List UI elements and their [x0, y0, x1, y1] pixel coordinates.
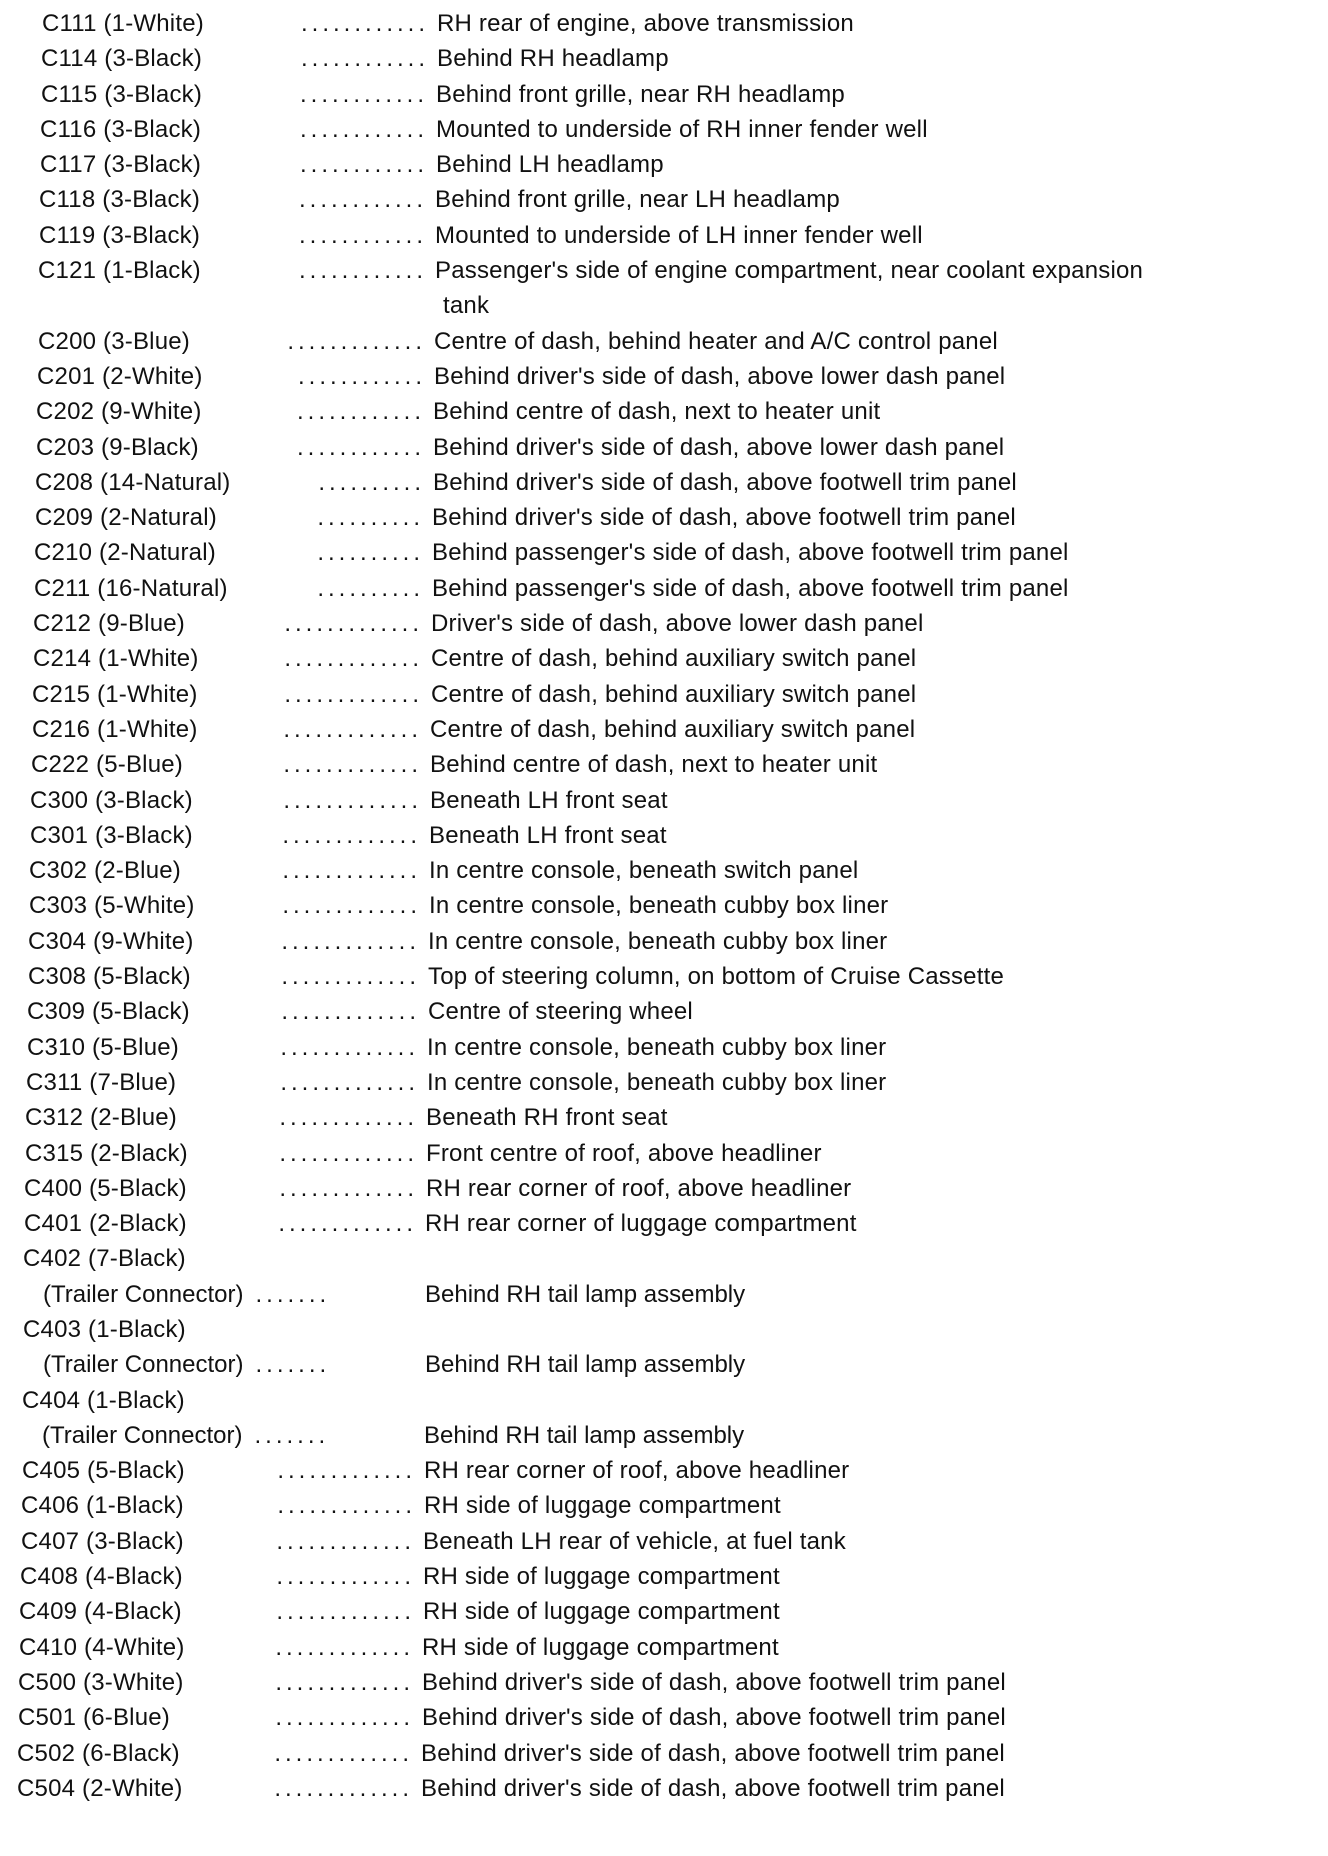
- dot-leader: ............: [299, 151, 428, 179]
- connector-entry: [0, 77, 1328, 112]
- connector-id: C400 (5-Black): [24, 1174, 187, 1202]
- connector-id: C210 (2-Natural): [34, 539, 216, 567]
- dot-leader: ............: [296, 398, 425, 426]
- connector-entry: [0, 218, 1328, 253]
- connector-subtitle-text: (Trailer Connector): [43, 1351, 244, 1379]
- connector-location: [429, 888, 888, 923]
- connector-location: [428, 994, 693, 1029]
- connector-location: [429, 818, 667, 853]
- connector-location: Behind RH tail lamp assembly: [425, 1280, 746, 1308]
- dot-leader: .............: [283, 715, 422, 743]
- connector-id: C315 (2-Black): [25, 1139, 188, 1167]
- connector-location-text: Beneath RH front seat: [426, 1104, 668, 1132]
- connector-location-text: Centre of dash, behind heater and A/C control panel: [434, 327, 998, 355]
- connector-location-text: In centre console, beneath switch panel: [429, 857, 859, 885]
- connector-entry: [0, 994, 1328, 1029]
- connector-location-list: [0, 6, 1328, 1806]
- connector-location: [422, 1700, 1006, 1735]
- connector-id: C209 (2-Natural): [35, 504, 217, 532]
- dot-leader: ............: [298, 257, 427, 285]
- connector-id: C402 (7-Black): [23, 1245, 186, 1273]
- connector-subtitle: [43, 1277, 330, 1312]
- connector-location: [423, 1594, 780, 1629]
- connector-id: C408 (4-Black): [20, 1563, 183, 1591]
- connector-location: [431, 606, 924, 641]
- connector-id: C302 (2-Blue): [29, 857, 182, 885]
- connector-entry: [0, 677, 1328, 712]
- connector-location: [435, 218, 923, 253]
- connector-id: C303 (5-White): [29, 892, 195, 920]
- connector-entry: [0, 853, 1328, 888]
- connector-location: Behind RH tail lamp assembly: [424, 1421, 745, 1449]
- connector-id: C405 (5-Black): [22, 1457, 185, 1485]
- connector-entry: [0, 1100, 1328, 1135]
- connector-id: C111 (1-White): [42, 10, 204, 37]
- connector-location: [436, 147, 664, 182]
- connector-id: C116 (3-Black): [40, 115, 202, 143]
- connector-subtitle-text: (Trailer Connector): [42, 1421, 243, 1449]
- connector-entry: [0, 1065, 1328, 1100]
- connector-entry: [0, 1241, 1328, 1312]
- connector-location-text: RH rear of engine, above transmission: [437, 10, 854, 37]
- connector-id: C304 (9-White): [28, 927, 194, 955]
- connector-id: C401 (2-Black): [24, 1210, 187, 1238]
- connector-location-text: Behind driver's side of dash, above lower dash panel: [433, 433, 1005, 461]
- dot-leader: .............: [284, 645, 423, 673]
- connector-entry: [0, 253, 1328, 324]
- connector-entry: [0, 1630, 1328, 1665]
- connector-location: [426, 1171, 851, 1206]
- dot-leader: .............: [284, 610, 423, 638]
- connector-entry: [0, 888, 1328, 923]
- dot-leader: .............: [284, 680, 423, 708]
- dot-leader: .............: [280, 1068, 419, 1096]
- connector-entry: [0, 1524, 1328, 1559]
- connector-location-text: Behind centre of dash, next to heater unit: [433, 398, 881, 426]
- connector-entry: [0, 1594, 1328, 1629]
- connector-location-text: In centre console, beneath cubby box liner: [428, 927, 888, 955]
- dot-leader: .............: [282, 857, 421, 885]
- connector-location: [426, 1100, 668, 1135]
- connector-location-text: Behind driver's side of dash, above footwell trim panel: [422, 1704, 1006, 1732]
- connector-entry: [0, 959, 1328, 994]
- dot-leader: ............: [296, 433, 425, 461]
- dot-leader: ............: [299, 115, 428, 143]
- connector-location-text: RH rear corner of roof, above headliner: [424, 1457, 850, 1485]
- dot-leader: ............: [300, 45, 429, 73]
- connector-id: C211 (16-Natural): [34, 574, 228, 602]
- connector-location: [426, 1136, 822, 1171]
- connector-location: [436, 77, 845, 112]
- connector-location-text: Behind passenger's side of dash, above footwell trim panel: [432, 574, 1069, 602]
- dot-leader: .............: [275, 1668, 414, 1696]
- connector-location: [422, 1630, 779, 1665]
- connector-id: C215 (1-White): [32, 680, 198, 708]
- connector-location-text: Behind passenger's side of dash, above footwell trim panel: [432, 539, 1069, 567]
- connector-location-continuation: tank: [443, 292, 490, 320]
- dot-leader: .............: [283, 751, 422, 779]
- dot-leader: .............: [275, 1633, 414, 1661]
- connector-entry: [0, 500, 1328, 535]
- dot-leader: .......: [255, 1280, 331, 1308]
- connector-location-text: Centre of steering wheel: [428, 998, 693, 1026]
- connector-entry: [0, 1171, 1328, 1206]
- dot-leader: .............: [279, 1174, 418, 1202]
- dot-leader: .............: [282, 892, 421, 920]
- connector-location: [431, 641, 916, 676]
- connector-location-text: Centre of dash, behind auxiliary switch panel: [431, 680, 917, 708]
- connector-id: C203 (9-Black): [36, 433, 199, 461]
- connector-location: [430, 747, 877, 782]
- connector-location: [430, 783, 668, 818]
- connector-location-text: RH side of luggage compartment: [423, 1563, 780, 1591]
- connector-location: [432, 535, 1069, 570]
- connector-id: C222 (5-Blue): [31, 751, 184, 779]
- connector-entry: [0, 1136, 1328, 1171]
- connector-location-text: RH side of luggage compartment: [424, 1492, 781, 1520]
- connector-id: C208 (14-Natural): [35, 468, 231, 496]
- connector-id: C202 (9-White): [36, 398, 202, 426]
- connector-location-text: Passenger's side of engine compartment, near coolant expansion: [435, 257, 1144, 285]
- connector-location: [430, 712, 915, 747]
- connector-entry: [0, 535, 1328, 570]
- dot-leader: .......: [255, 1351, 331, 1379]
- connector-id: C300 (3-Black): [30, 786, 193, 814]
- connector-location: [437, 6, 854, 41]
- connector-id: C308 (5-Black): [28, 963, 191, 991]
- connector-location-text: Behind front grille, near LH headlamp: [435, 186, 840, 214]
- connector-id: C404 (1-Black): [22, 1386, 185, 1414]
- connector-entry: [0, 924, 1328, 959]
- connector-location: [433, 465, 1017, 500]
- connector-location-text: Behind driver's side of dash, above footwell trim panel: [421, 1774, 1005, 1802]
- connector-location-text: Driver's side of dash, above lower dash panel: [431, 610, 924, 638]
- connector-location-text: Behind front grille, near RH headlamp: [436, 80, 845, 108]
- connector-location: [436, 112, 928, 147]
- connector-id: C115 (3-Black): [41, 80, 203, 108]
- connector-entry: [0, 1665, 1328, 1700]
- connector-entry: [0, 147, 1328, 182]
- connector-location-text: Beneath LH rear of vehicle, at fuel tank: [423, 1527, 846, 1555]
- connector-id: C504 (2-White): [17, 1774, 183, 1802]
- connector-location: [434, 359, 1005, 394]
- connector-entry: [0, 1206, 1328, 1241]
- dot-leader: .............: [281, 927, 420, 955]
- connector-subtitle: [43, 1347, 330, 1382]
- connector-location: [435, 182, 840, 217]
- connector-id: C118 (3-Black): [39, 186, 201, 214]
- connector-id: C117 (3-Black): [40, 151, 202, 179]
- dot-leader: .............: [287, 327, 426, 355]
- connector-location: [427, 1065, 886, 1100]
- dot-leader: ............: [297, 362, 426, 390]
- connector-entry: [0, 1700, 1328, 1735]
- connector-location-text: RH side of luggage compartment: [423, 1598, 780, 1626]
- connector-id: C407 (3-Black): [21, 1527, 184, 1555]
- connector-id: C312 (2-Blue): [25, 1104, 178, 1132]
- connector-entry: [0, 1030, 1328, 1065]
- connector-location-text: Centre of dash, behind auxiliary switch panel: [431, 645, 917, 673]
- connector-location-text: Behind RH headlamp: [437, 45, 669, 73]
- connector-id: C309 (5-Black): [27, 998, 190, 1026]
- connector-location: [434, 324, 998, 359]
- connector-location-text: Behind driver's side of dash, above footwell trim panel: [422, 1668, 1006, 1696]
- connector-entry: [0, 1383, 1328, 1454]
- dot-leader: ..........: [317, 504, 424, 532]
- connector-location-text: Mounted to underside of LH inner fender well: [435, 221, 923, 249]
- connector-location: [428, 924, 887, 959]
- connector-entry: [0, 112, 1328, 147]
- connector-location-text: RH side of luggage compartment: [422, 1633, 779, 1661]
- connector-location: [432, 571, 1069, 606]
- connector-location-text: Front centre of roof, above headliner: [426, 1139, 822, 1167]
- connector-location: [432, 500, 1016, 535]
- connector-location: [427, 1030, 886, 1065]
- connector-id: C301 (3-Black): [30, 821, 193, 849]
- connector-entry: [0, 1453, 1328, 1488]
- connector-entry: [0, 1771, 1328, 1806]
- connector-location-text: Behind centre of dash, next to heater unit: [430, 751, 878, 779]
- connector-location-text: Behind LH headlamp: [436, 151, 664, 179]
- connector-entry: [0, 1736, 1328, 1771]
- connector-id: C311 (7-Blue): [26, 1068, 177, 1096]
- dot-leader: .............: [276, 1563, 415, 1591]
- connector-location: [421, 1736, 1005, 1771]
- connector-id: C201 (2-White): [37, 362, 203, 390]
- connector-location: [428, 959, 1004, 994]
- connector-entry: [0, 324, 1328, 359]
- connector-subtitle-text: (Trailer Connector): [43, 1280, 244, 1308]
- connector-id: C200 (3-Blue): [38, 327, 191, 355]
- connector-entry: [0, 1488, 1328, 1523]
- connector-id: C216 (1-White): [32, 715, 198, 743]
- connector-entry: [0, 1559, 1328, 1594]
- dot-leader: .............: [283, 786, 422, 814]
- connector-location: [433, 430, 1004, 465]
- dot-leader: .............: [276, 1598, 415, 1626]
- connector-entry: [0, 394, 1328, 429]
- connector-id: C119 (3-Black): [39, 221, 201, 249]
- connector-entry: [0, 783, 1328, 818]
- connector-location-text: Mounted to underside of RH inner fender well: [436, 115, 928, 143]
- dot-leader: .............: [274, 1774, 413, 1802]
- connector-id: C410 (4-White): [19, 1633, 185, 1661]
- dot-leader: .............: [277, 1457, 416, 1485]
- connector-entry: [0, 430, 1328, 465]
- connector-id: C403 (1-Black): [23, 1315, 186, 1343]
- connector-entry: [0, 641, 1328, 676]
- connector-entry: [0, 747, 1328, 782]
- connector-location: [424, 1453, 849, 1488]
- connector-location-text: Behind driver's side of dash, above footwell trim panel: [432, 504, 1016, 532]
- connector-location: [423, 1559, 780, 1594]
- dot-leader: .............: [274, 1739, 413, 1767]
- connector-location-text: Top of steering column, on bottom of Cruise Cassette: [428, 963, 1005, 991]
- dot-leader: .......: [254, 1421, 330, 1449]
- dot-leader: ............: [298, 186, 427, 214]
- connector-entry: [0, 606, 1328, 641]
- connector-id: C214 (1-White): [33, 645, 199, 673]
- dot-leader: .............: [282, 821, 421, 849]
- connector-location-text: Behind driver's side of dash, above lower dash panel: [434, 362, 1006, 390]
- connector-id: C500 (3-White): [18, 1668, 184, 1696]
- connector-entry: [0, 465, 1328, 500]
- connector-id: C502 (6-Black): [17, 1739, 180, 1767]
- connector-location: [433, 394, 880, 429]
- dot-leader: ............: [299, 80, 428, 108]
- dot-leader: ............: [298, 221, 427, 249]
- connector-location: [435, 253, 1310, 324]
- connector-location-text: RH rear corner of luggage compartment: [425, 1210, 857, 1238]
- connector-id: C501 (6-Blue): [18, 1704, 171, 1732]
- connector-location: [422, 1665, 1006, 1700]
- dot-leader: .............: [277, 1492, 416, 1520]
- connector-location-text: Beneath LH front seat: [429, 821, 667, 849]
- connector-id: C121 (1-Black): [38, 257, 201, 285]
- dot-leader: ............: [300, 10, 429, 37]
- connector-entry: [0, 712, 1328, 747]
- connector-location-text: In centre console, beneath cubby box liner: [429, 892, 889, 920]
- connector-location-text: In centre console, beneath cubby box liner: [427, 1033, 887, 1061]
- connector-id: C114 (3-Black): [41, 45, 203, 73]
- connector-location: [424, 1488, 781, 1523]
- dot-leader: .............: [281, 963, 420, 991]
- connector-subtitle: [42, 1418, 329, 1453]
- connector-entry: [0, 41, 1328, 76]
- connector-entry: [0, 6, 1328, 41]
- connector-entry: [0, 182, 1328, 217]
- connector-location-text: Behind driver's side of dash, above footwell trim panel: [421, 1739, 1005, 1767]
- connector-location: [429, 853, 858, 888]
- dot-leader: .............: [276, 1527, 415, 1555]
- connector-location: [425, 1206, 857, 1241]
- dot-leader: .............: [275, 1704, 414, 1732]
- dot-leader: ..........: [317, 574, 424, 602]
- dot-leader: ..........: [317, 539, 424, 567]
- connector-location: [423, 1524, 846, 1559]
- connector-id: C310 (5-Blue): [27, 1033, 180, 1061]
- connector-id: C409 (4-Black): [19, 1598, 182, 1626]
- connector-location: [437, 41, 669, 76]
- connector-location: [431, 677, 916, 712]
- connector-location-text: Centre of dash, behind auxiliary switch panel: [430, 715, 916, 743]
- connector-location: [421, 1771, 1005, 1806]
- connector-entry: [0, 818, 1328, 853]
- connector-entry: [0, 359, 1328, 394]
- dot-leader: .............: [280, 1033, 419, 1061]
- connector-location-text: Beneath LH front seat: [430, 786, 668, 814]
- dot-leader: .............: [278, 1210, 417, 1238]
- connector-entry: [0, 571, 1328, 606]
- connector-location: Behind RH tail lamp assembly: [425, 1351, 746, 1379]
- connector-entry: [0, 1312, 1328, 1383]
- dot-leader: .............: [281, 998, 420, 1026]
- dot-leader: ..........: [318, 468, 425, 496]
- connector-id: C212 (9-Blue): [33, 610, 186, 638]
- dot-leader: .............: [279, 1139, 418, 1167]
- connector-location-text: Behind driver's side of dash, above footwell trim panel: [433, 468, 1017, 496]
- dot-leader: .............: [279, 1104, 418, 1132]
- connector-id: C406 (1-Black): [21, 1492, 184, 1520]
- connector-location-text: In centre console, beneath cubby box liner: [427, 1068, 887, 1096]
- connector-location-text: RH rear corner of roof, above headliner: [426, 1174, 852, 1202]
